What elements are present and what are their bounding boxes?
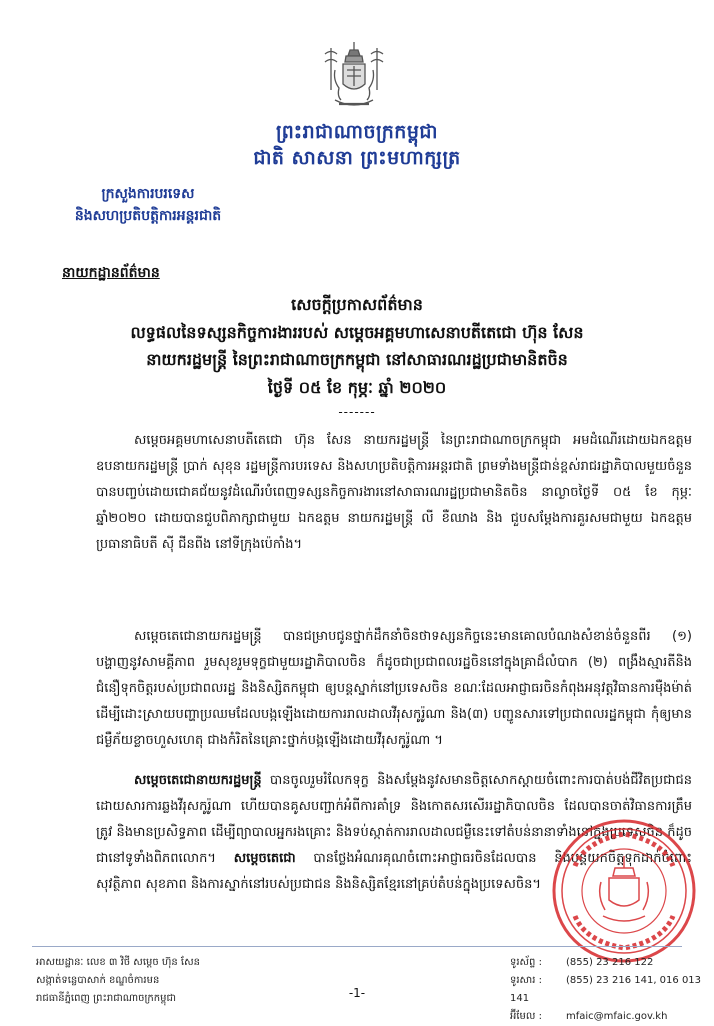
fax-label: ទូរសារ : (510, 975, 542, 986)
press-release-subtitle-line1: លទ្ធផលនៃទស្សនកិច្ចការងាររបស់ សម្តេចអគ្គមហាសេនាបតីតេជោ ហ៊ុន សែន (130, 323, 584, 342)
phone-value: (855) 23 216 122 (566, 957, 654, 968)
national-motto: ជាតិ សាសនា ព្រះមហាក្សត្រ (253, 147, 461, 169)
ministry-name-line2: និងសហប្រតិបត្តិការអន្តរជាតិ (74, 208, 222, 224)
press-release-subtitle-line2: នាយករដ្ឋមន្ត្រី នៃព្រះរាជាណាចក្រកម្ពុជា នៅសាធារណរដ្ឋប្រជាមានិតចិន (146, 350, 568, 369)
email-label: អ៊ីមែល : (510, 1011, 542, 1022)
address-line-3: រាជធានីភ្នំពេញ ព្រះរាជាណាចក្រកម្ពុជា (36, 993, 176, 1004)
kingdom-name: ព្រះរាជាណាចក្រកម្ពុជា (276, 121, 438, 143)
paragraph-3-text-2: បានថ្លែងអំណរគុណចំពោះអាជ្ញាធរចិនដែលបាន និងបន្តយកចិត្តទុកដាក់ចំពោះសុវត្ថិភាព សុខភាព និងការស្នាក់នៅរបស់ប្រជាជន និងនិស្សិតខ្មែរនៅគ្រប់តំបន់ក្នុងប្រទេសចិន។ (96, 851, 692, 892)
ministry-name-line1: ក្រសួងការបរទេស (101, 186, 195, 202)
email-value: mfaic@mfaic.gov.kh (566, 1011, 668, 1022)
body-paragraph-2: សម្តេចតេជោនាយករដ្ឋមន្ត្រី បានជម្រាបជូនថ្នាក់ដឹកនាំចិនថាទស្សនកិច្ចនេះមានគោលបំណងសំខាន់ចំនួនពីរ (១) បង្ហាញនូវសាមគ្គីភាព រួមសុខរួមទុក្ខជាមួយរដ្ឋាភិបាលចិន ក៏ដូចជាប្រជាពលរដ្ឋចិននៅក្នុងគ្រាដ៏លំបាក (២) ពង្រឹងស្មារតីនិងជំនឿទុកចិត្តរបស់ប្រជាពលរដ្ឋ និងនិស្សិតកម្ពុជា ឲ្យបន្តស្នាក់នៅប្រទេសចិន ខណៈដែលអាជ្ញាធរចិនកំពុងអនុវត្តវិធានការម៉ឺងម៉ាត់ដើម្បីដោះស្រាយបញ្ហាប្រឈមដែលបង្កឡើងដោយការរាលដាលវីរុសកូរ៉ូណា និង(៣) បញ្ជូនសារទៅប្រជាពលរដ្ឋកម្ពុជា កុំឲ្យមានជម្ងឺភ័យខ្លាចហួសហេតុ ជាងកំរិតនៃគ្រោះថ្នាក់បង្កឡើងដោយវីរុសកូរ៉ូណា ។ (96, 629, 692, 748)
royal-coat-of-arms-icon (317, 40, 391, 112)
footer-divider (32, 946, 682, 947)
paragraph-3-text-1: បានចូលរួមរំលែកទុក្ខ និងសម្តែងនូវសមានចិត្តសោកស្តាយចំពោះការបាត់បង់ជីវិតប្រជាជនដោយសារការឆ្លងវីរុសកូរ៉ូណា ហើយបានគូសបញ្ជាក់អំពីការគាំទ្រ និងកោតសរសើររដ្ឋាភិបាលចិន ដែលបានចាត់វិធានការត្រឹមត្រូវ និងមានប្រសិទ្ធភាព ដើម្បីព្យាបាលអ្នករងគ្រោះ និងទប់ស្កាត់ការរាលដាលជម្ងឺនេះទៅតំបន់នានាទាំងនៅក្នុងប្រទេសចិន ក៏ដូចជានៅទូទាំងពិភពលោក។ (96, 773, 692, 866)
fax-value: (855) 23 216 141, 016 013 141 (510, 975, 702, 1004)
paragraph-3-lead-2: សម្តេចតេជោ (233, 851, 296, 866)
ministry-red-seal-icon (545, 816, 703, 966)
title-separator: ------- (338, 405, 376, 419)
address-line-1: អាសយដ្ឋានៈ លេខ ៣ វិថី សម្តេច ហ៊ុន សែន (36, 957, 200, 968)
paragraph-3-lead: សម្តេចតេជោនាយករដ្ឋមន្ត្រី (134, 773, 262, 788)
department-name: នាយកដ្ឋានព័ត៌មាន (62, 265, 160, 281)
press-release-date: ថ្ងៃទី ០៥ ខែ កុម្ភៈ ឆ្នាំ ២០២០ (267, 378, 447, 397)
address-line-2: សង្កាត់ទន្លេបាសាក់ ខណ្ឌចំការមន (36, 975, 160, 986)
phone-label: ទូរស័ព្ទ : (510, 957, 542, 968)
page-number: -1- (348, 986, 366, 1000)
body-paragraph-1: សម្តេចអគ្គមហាសេនាបតីតេជោ ហ៊ុន សែន នាយករដ្ឋមន្ត្រី នៃព្រះរាជាណាចក្រកម្ពុជា អមដំណើរដោយឯកឧត្តមឧបនាយករដ្ឋមន្ត្រី ប្រាក់ សុខុន រដ្ឋមន្ត្រីការបរទេស និងសហប្រតិបត្តិការអន្តរជាតិ ព្រមទាំងមន្ត្រីជាន់ខ្ពស់រាជរដ្ឋាភិបាលមួយចំនួន បានបញ្ចប់ដោយជោគជ័យនូវដំណើរបំពេញទស្សនកិច្ចការងារនៅសាធារណរដ្ឋប្រជាមានិតចិន នាល្ងាចថ្ងៃទី ០៥ ខែ កុម្ភៈ ឆ្នាំ២០២០ ដោយបានជួបពិភាក្សាជាមួយ ឯកឧត្តម នាយករដ្ឋមន្ត្រី លី ខឺឈាង និង ជួបសម្តែងការគួរសមជាមួយ ឯកឧត្តម ប្រធានាធិបតី ស៊ី ជីនពីង នៅទីក្រុងប៉េកាំង។ (96, 433, 692, 552)
press-release-title: សេចក្តីប្រកាសព័ត៌មាន (291, 295, 423, 314)
